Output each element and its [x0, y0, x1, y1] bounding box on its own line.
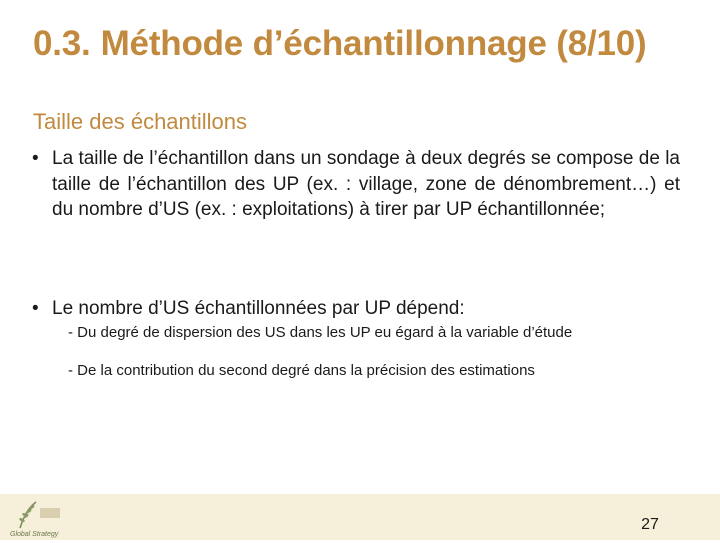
logo-caption: Global Strategy [10, 531, 59, 538]
page-number: 27 [641, 516, 659, 533]
slide-subtitle: Taille des échantillons [33, 109, 248, 134]
slide-title [33, 24, 693, 64]
sub-item: - Du degré de dispersion des US dans les UP eu égard à la variable d’étude [68, 324, 573, 341]
global-strategy-logo [8, 498, 66, 538]
bullet-item [32, 146, 680, 223]
bullet-marker: • [32, 148, 39, 169]
bullet-text: La taille de l’échantillon dans un sondage à deux degrés se compose de la taille de l’échantillon des UP (ex. : village, zone de dénombrement…) et du nombre d’US (ex. : exploitations) à tirer par UP échantillonnée; [52, 148, 680, 220]
sub-item: - De la contribution du second degré dans la précision des estimations [68, 362, 535, 379]
wheat-logo-icon [8, 498, 66, 538]
footer-band [0, 494, 720, 540]
bullet-marker: • [32, 298, 39, 319]
bullet-item [32, 296, 680, 322]
bullet-text: Le nombre d’US échantillonnées par UP dépend: [52, 298, 465, 319]
title-number: 0.3. [33, 24, 91, 63]
title-text: Méthode d’échantillonnage (8/10) [100, 24, 647, 63]
